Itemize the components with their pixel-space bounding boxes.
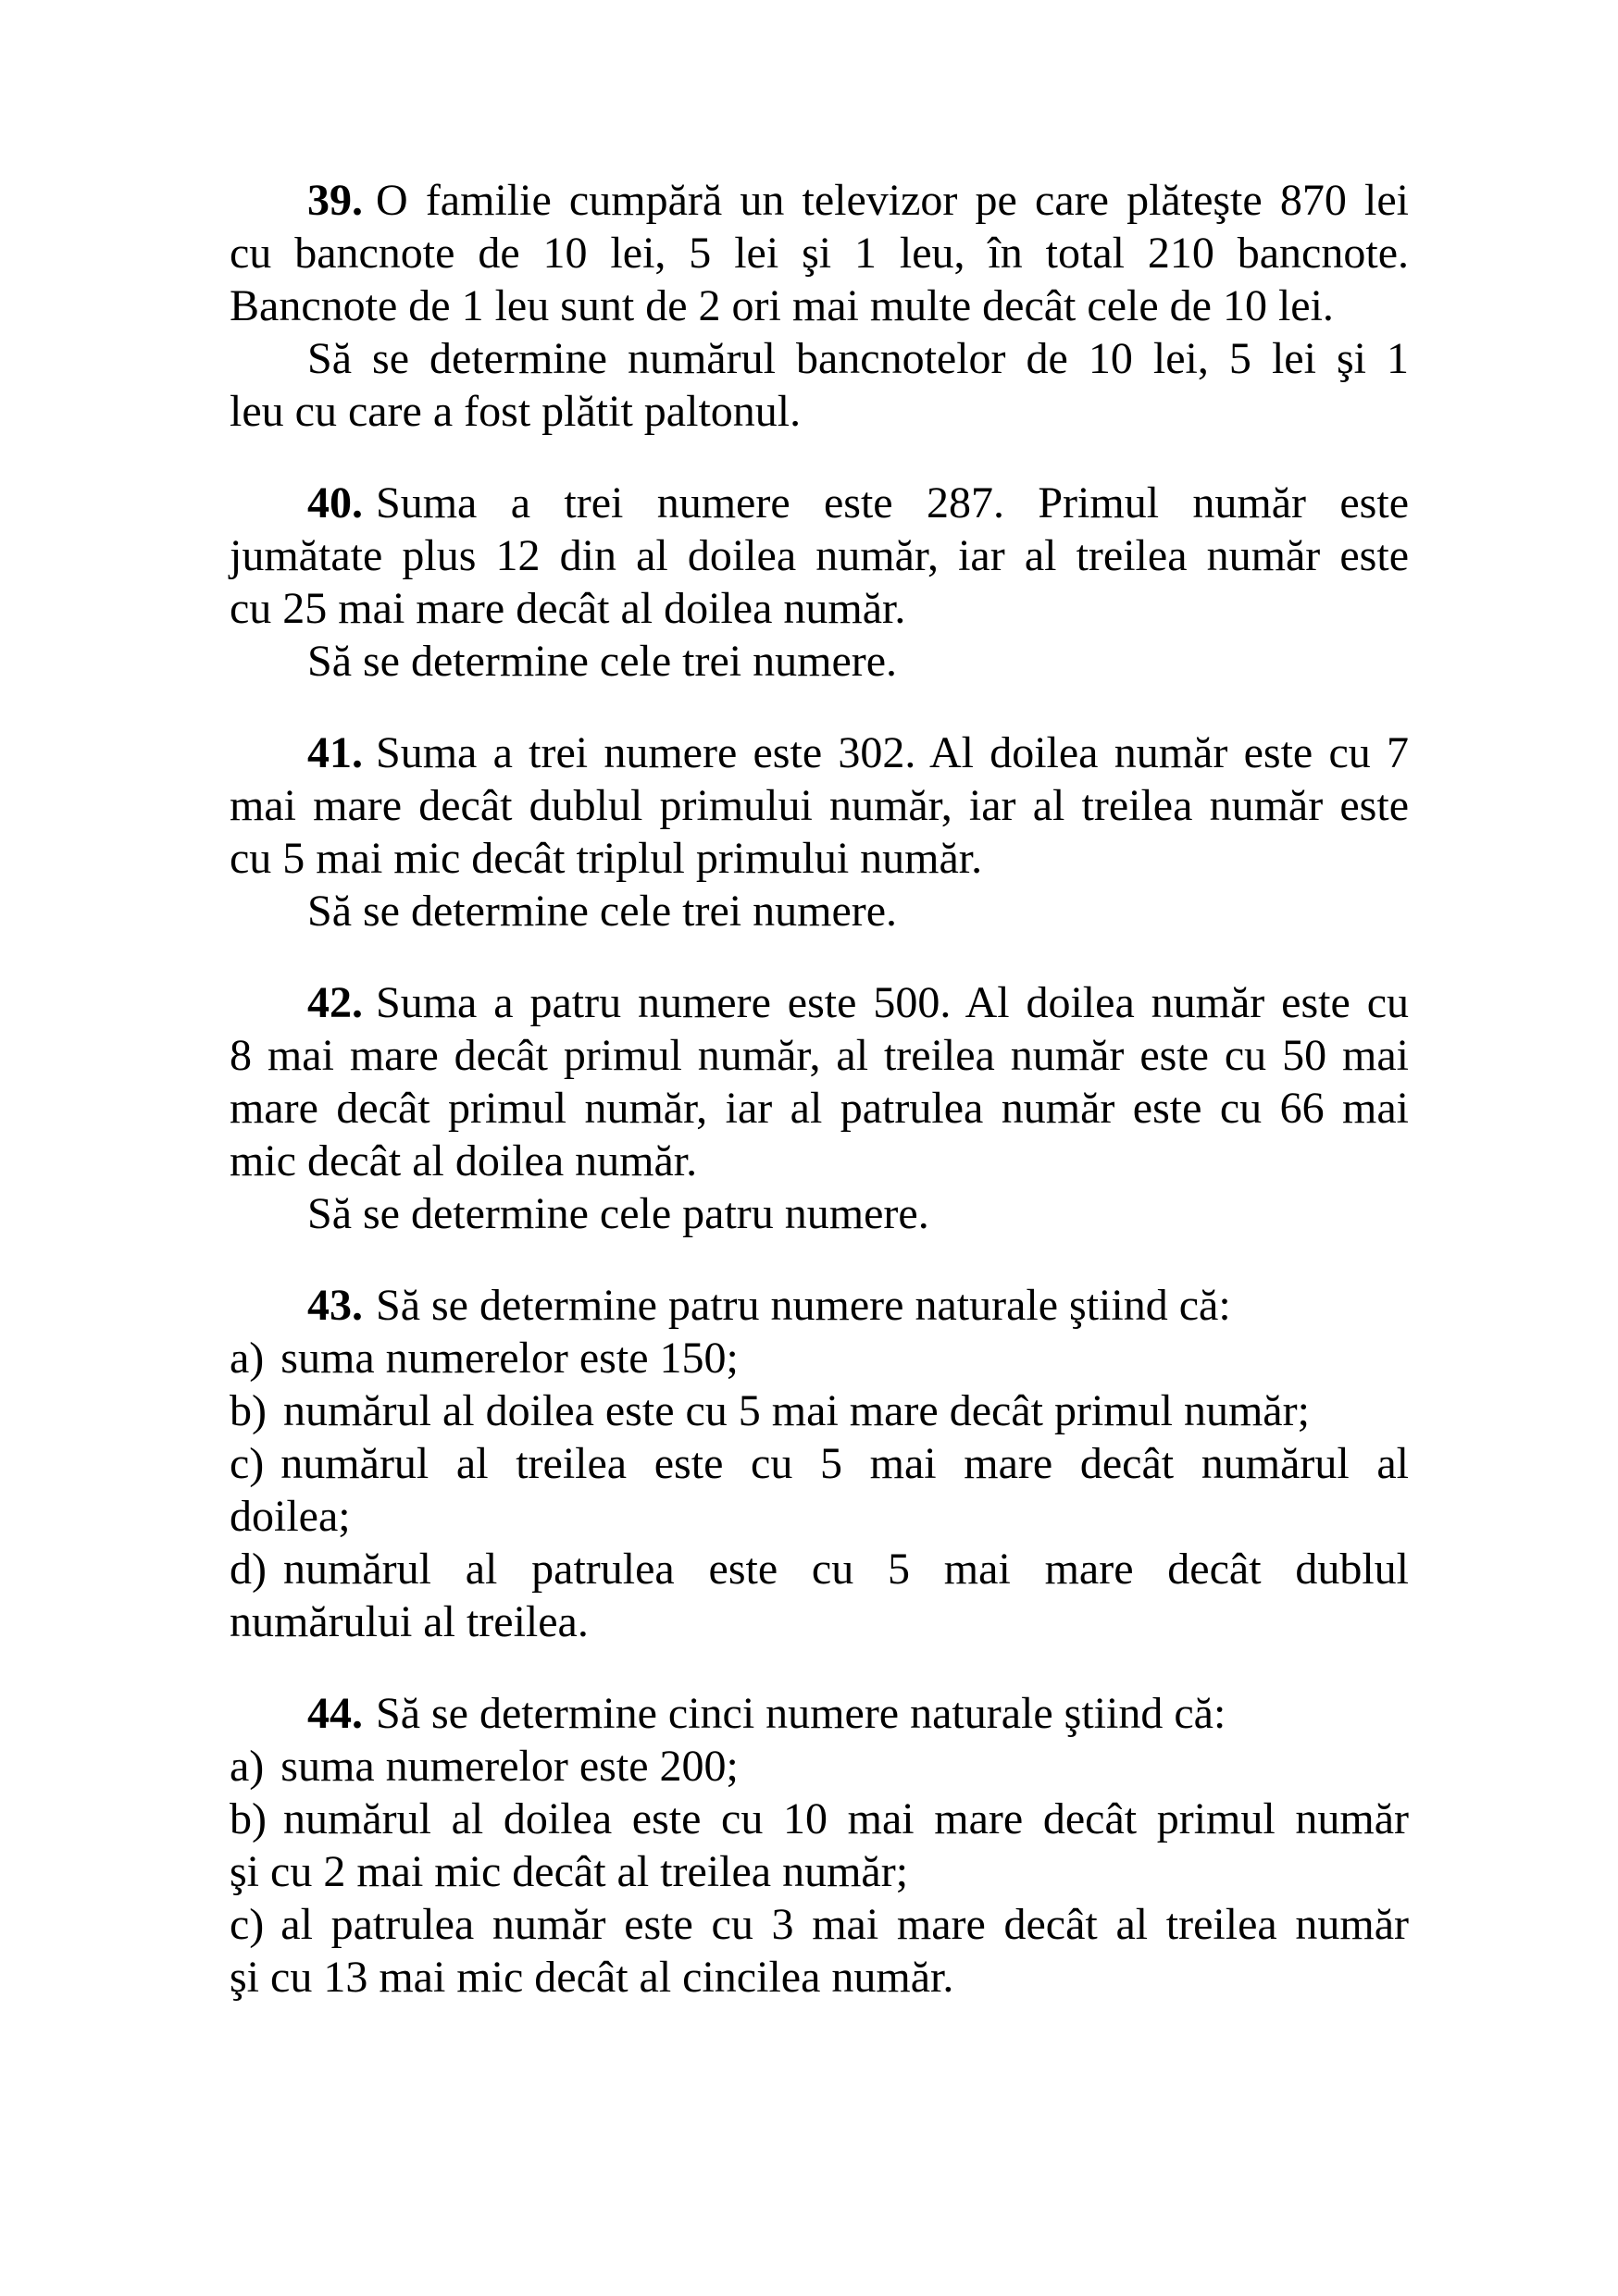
text-line bbox=[230, 385, 1409, 438]
paragraph bbox=[230, 1187, 1409, 1240]
paragraph bbox=[230, 726, 1409, 885]
paragraph bbox=[230, 885, 1409, 937]
line-text: O familie cumpără un televizor pe care plăteşte 870 lei bbox=[376, 176, 1409, 225]
problem-41 bbox=[230, 726, 1409, 937]
problem-43 bbox=[230, 1279, 1409, 1648]
text-line bbox=[230, 885, 1409, 937]
text-line bbox=[230, 1595, 1409, 1648]
list-marker: d) bbox=[230, 1545, 267, 1594]
paragraph bbox=[230, 332, 1409, 438]
line-text: Suma a trei numere este 302. Al doilea număr este cu 7 bbox=[376, 728, 1409, 777]
line-text: Să se determine patru numere naturale ştiind că: bbox=[376, 1281, 1231, 1330]
text-line bbox=[230, 1332, 1409, 1384]
line-text: jumătate plus 12 din al doilea număr, iar al treilea număr este bbox=[230, 531, 1409, 580]
problem-40 bbox=[230, 477, 1409, 688]
line-text: cu bancnote de 10 lei, 5 lei şi 1 leu, în total 210 bancnote. bbox=[230, 229, 1409, 278]
paragraph bbox=[230, 635, 1409, 688]
line-text: 8 mai mare decât primul număr, al treilea număr este cu 50 mai bbox=[230, 1031, 1409, 1080]
line-text: suma numerelor este 200; bbox=[280, 1742, 739, 1791]
line-text: mic decât al doilea număr. bbox=[230, 1136, 698, 1185]
text-line bbox=[230, 1951, 1409, 2004]
paragraph bbox=[230, 1740, 1409, 2004]
list-marker: c) bbox=[230, 1900, 265, 1949]
text-line bbox=[230, 779, 1409, 832]
paragraph bbox=[230, 1687, 1409, 1740]
line-text: numărul al doilea este cu 10 mai mare decât primul număr bbox=[282, 1794, 1409, 1843]
text-line bbox=[230, 1490, 1409, 1543]
list-marker: a) bbox=[230, 1334, 265, 1383]
text-line bbox=[230, 1029, 1409, 1082]
text-line bbox=[230, 635, 1409, 688]
list-marker: b) bbox=[230, 1386, 267, 1435]
paragraph bbox=[230, 1279, 1409, 1332]
list-marker: c) bbox=[230, 1439, 265, 1488]
line-text: suma numerelor este 150; bbox=[280, 1334, 739, 1383]
paragraph bbox=[230, 976, 1409, 1187]
text-line bbox=[230, 227, 1409, 279]
text-line bbox=[230, 1898, 1409, 1951]
text-line bbox=[230, 726, 1409, 779]
line-text: numărului al treilea. bbox=[230, 1597, 589, 1646]
text-line bbox=[230, 477, 1409, 529]
paragraph bbox=[230, 174, 1409, 332]
line-text: şi cu 13 mai mic decât al cincilea număr. bbox=[230, 1953, 954, 2002]
line-text: cu 25 mai mare decât al doilea număr. bbox=[230, 584, 906, 633]
line-text: doilea; bbox=[230, 1492, 351, 1541]
problem-number: 43. bbox=[307, 1281, 363, 1330]
line-text: numărul al doilea este cu 5 mai mare decât primul număr; bbox=[282, 1386, 1310, 1435]
text-line bbox=[230, 1279, 1409, 1332]
text-line bbox=[230, 1135, 1409, 1187]
line-text: Suma a trei numere este 287. Primul număr este bbox=[376, 478, 1409, 527]
line-text: al patrulea număr este cu 3 mai mare decât al treilea număr bbox=[280, 1900, 1409, 1949]
line-text: Să se determine cele trei numere. bbox=[307, 637, 898, 686]
text-line bbox=[230, 1437, 1409, 1490]
list-marker: a) bbox=[230, 1742, 265, 1791]
problem-number: 41. bbox=[307, 728, 363, 777]
problem-42 bbox=[230, 976, 1409, 1240]
text-line bbox=[230, 976, 1409, 1029]
text-line bbox=[230, 279, 1409, 332]
paragraph bbox=[230, 1332, 1409, 1648]
text-line bbox=[230, 1793, 1409, 1845]
line-text: numărul al patrulea este cu 5 mai mare decât dublul bbox=[282, 1545, 1409, 1594]
text-line bbox=[230, 582, 1409, 635]
text-line bbox=[230, 1082, 1409, 1135]
list-marker: b) bbox=[230, 1794, 267, 1843]
line-text: leu cu care a fost plătit paltonul. bbox=[230, 387, 802, 436]
line-text: cu 5 mai mic decât triplul primului număr. bbox=[230, 834, 983, 883]
problem-number: 42. bbox=[307, 978, 363, 1027]
problem-39 bbox=[230, 174, 1409, 438]
text-line bbox=[230, 529, 1409, 582]
line-text: Să se determine numărul bancnotelor de 10 lei, 5 lei şi 1 bbox=[307, 334, 1409, 383]
line-text: mare decât primul număr, iar al patrulea număr este cu 66 mai bbox=[230, 1084, 1409, 1133]
line-text: numărul al treilea este cu 5 mai mare decât numărul al bbox=[280, 1439, 1409, 1488]
paragraph bbox=[230, 477, 1409, 635]
text-line bbox=[230, 1187, 1409, 1240]
line-text: Să se determine cele trei numere. bbox=[307, 887, 898, 936]
line-text: şi cu 2 mai mic decât al treilea număr; bbox=[230, 1847, 909, 1896]
problem-number: 39. bbox=[307, 176, 363, 225]
line-text: Bancnote de 1 leu sunt de 2 ori mai multe decât cele de 10 lei. bbox=[230, 281, 1334, 330]
text-line bbox=[230, 1543, 1409, 1595]
problem-44 bbox=[230, 1687, 1409, 2004]
line-text: Să se determine cinci numere naturale ştiind că: bbox=[376, 1689, 1226, 1738]
text-line bbox=[230, 1687, 1409, 1740]
text-line bbox=[230, 174, 1409, 227]
text-line bbox=[230, 1740, 1409, 1793]
text-line bbox=[230, 832, 1409, 885]
problem-number: 44. bbox=[307, 1689, 363, 1738]
line-text: Suma a patru numere este 500. Al doilea număr este cu bbox=[376, 978, 1409, 1027]
text-line bbox=[230, 332, 1409, 385]
text-line bbox=[230, 1384, 1409, 1437]
problem-number: 40. bbox=[307, 478, 363, 527]
line-text: mai mare decât dublul primului număr, iar al treilea număr este bbox=[230, 781, 1409, 830]
text-line bbox=[230, 1845, 1409, 1898]
line-text: Să se determine cele patru numere. bbox=[307, 1189, 929, 1238]
